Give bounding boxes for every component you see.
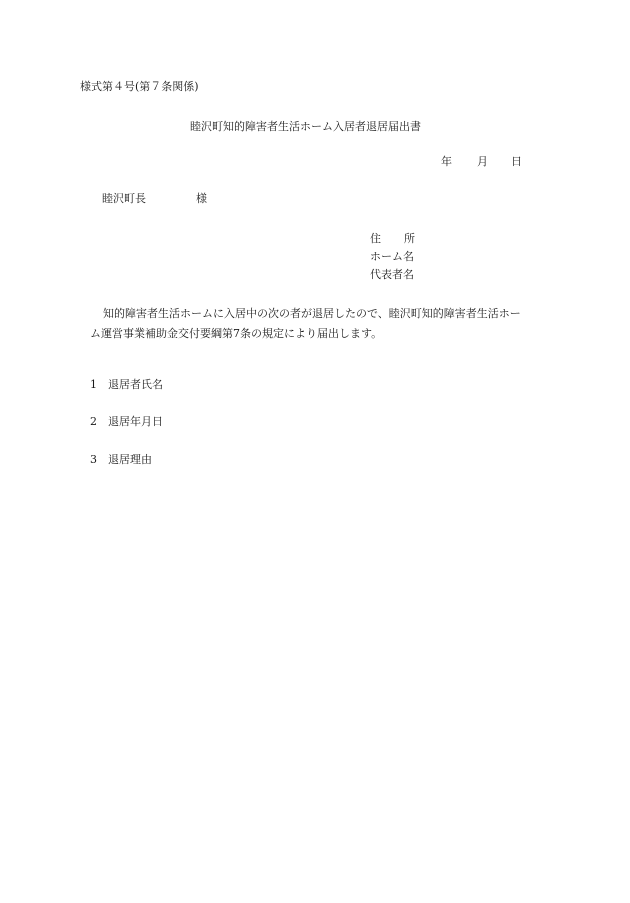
date-year-label: 年 bbox=[441, 155, 452, 168]
item-departure-reason bbox=[90, 453, 152, 467]
item-number: 2 bbox=[90, 415, 97, 428]
date-month-label: 月 bbox=[477, 155, 488, 168]
form-number: 様式第４号(第７条関係) bbox=[80, 80, 199, 93]
address-label-part1: 住 bbox=[370, 232, 381, 245]
item-label: 退居者氏名 bbox=[108, 378, 163, 391]
applicant-block bbox=[370, 230, 438, 284]
addressee-honorific: 様 bbox=[196, 192, 207, 205]
item-departure-date bbox=[90, 415, 163, 429]
address-label bbox=[370, 230, 438, 248]
addressee bbox=[102, 192, 207, 206]
addressee-name: 睦沢町長 bbox=[102, 192, 146, 205]
body-line-1: 知的障害者生活ホームに入居中の次の者が退居したので、睦沢町知的障害者生活ホー bbox=[103, 307, 521, 320]
body-paragraph bbox=[90, 304, 560, 344]
item-label: 退居理由 bbox=[108, 453, 152, 466]
item-number: 1 bbox=[90, 378, 97, 391]
item-number: 3 bbox=[90, 453, 97, 466]
item-label: 退居年月日 bbox=[108, 415, 163, 428]
address-label-part2: 所 bbox=[404, 232, 415, 245]
body-line-2: ム運営事業補助金交付要綱第7条の規定により届出します。 bbox=[90, 327, 383, 340]
representative-label: 代表者名 bbox=[370, 268, 414, 281]
document-title: 睦沢町知的障害者生活ホーム入居者退居届出書 bbox=[190, 120, 421, 133]
home-name-label: ホーム名 bbox=[370, 250, 414, 263]
item-departing-resident-name bbox=[90, 378, 163, 392]
date-line bbox=[441, 155, 522, 169]
date-day-label: 日 bbox=[511, 155, 522, 168]
